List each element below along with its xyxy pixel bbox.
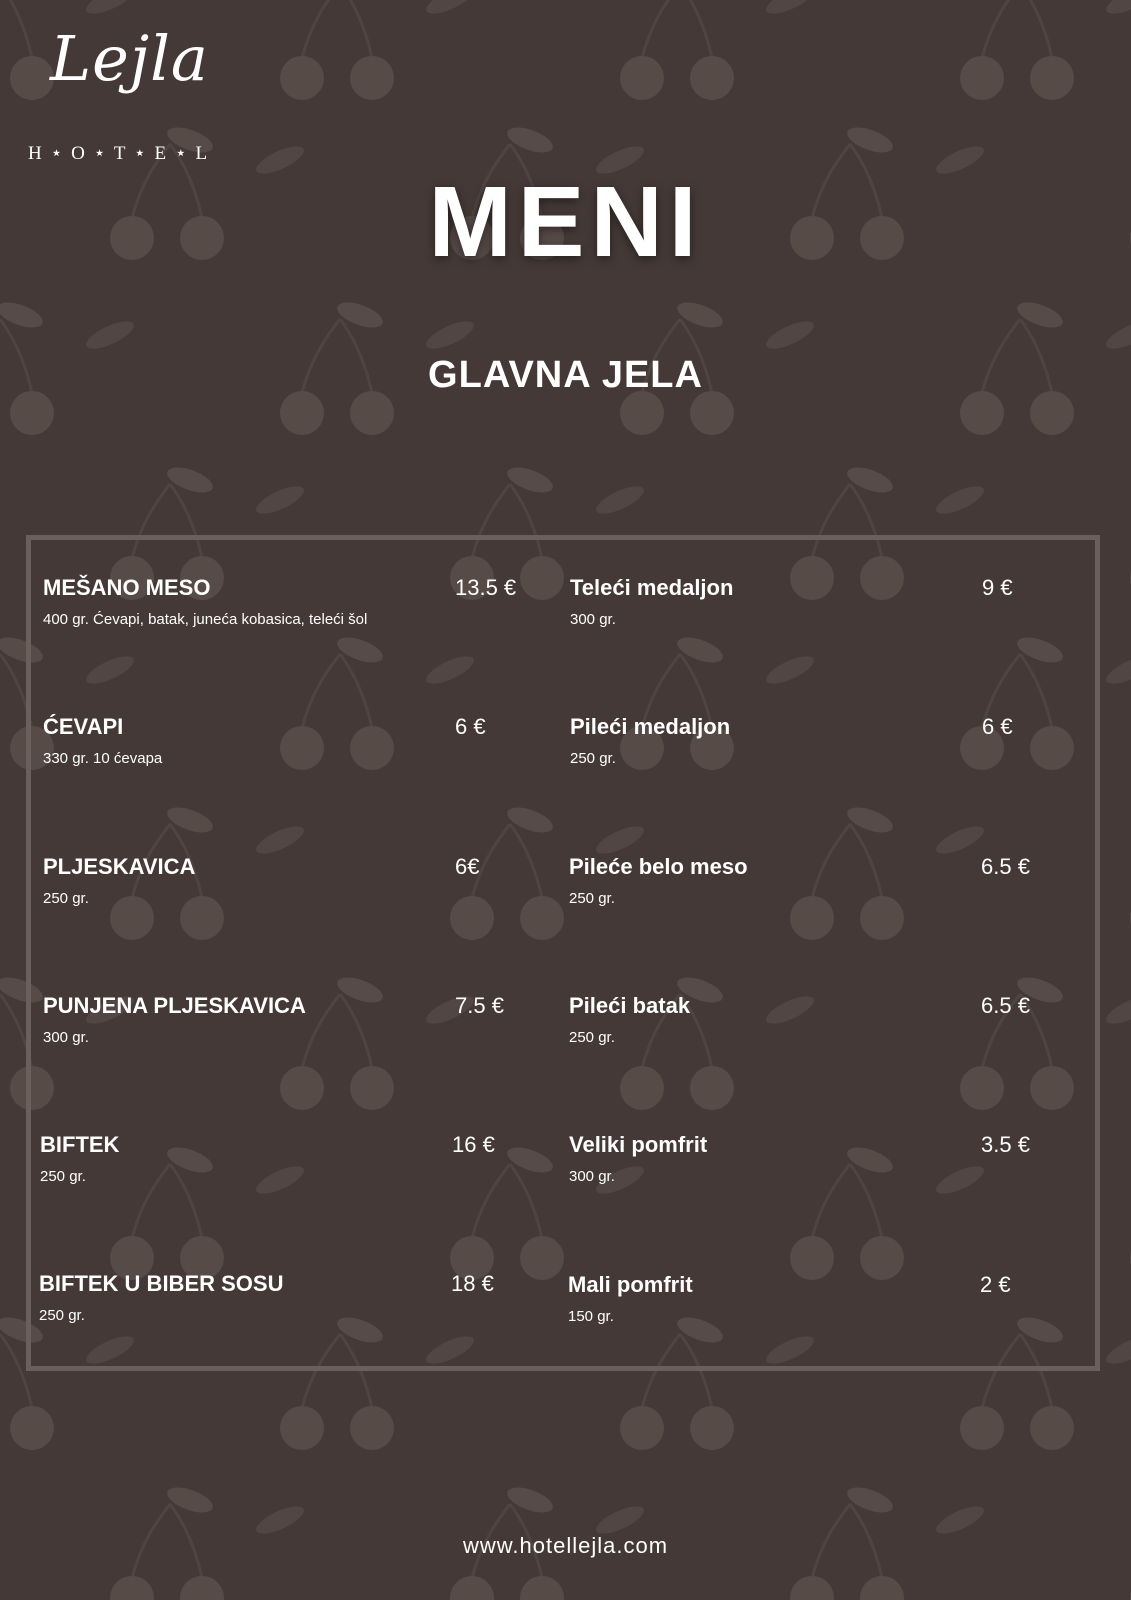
menu-item-name: Pileći medaljon xyxy=(570,714,731,739)
leaf-icon xyxy=(593,481,648,519)
leaf-icon xyxy=(423,0,478,19)
menu-item-description: 400 gr. Ćevapi, batak, juneća kobasica, teleći šol xyxy=(43,611,368,628)
menu-item-price: 6 € xyxy=(455,714,486,739)
menu-item-price: 6.5 € xyxy=(981,993,1030,1018)
menu-item-price: 9 € xyxy=(982,575,1013,600)
menu-item-price: 16 € xyxy=(452,1132,495,1157)
leaf-icon xyxy=(763,316,818,354)
website-link[interactable]: www.hotellejla.com xyxy=(462,1533,669,1558)
menu-item-price: 7.5 € xyxy=(455,993,504,1018)
cherry-icon xyxy=(960,0,1074,100)
menu-item-price: 2 € xyxy=(980,1272,1011,1297)
menu-item-price: 18 € xyxy=(451,1271,494,1296)
menu-item-description: 250 gr. xyxy=(569,890,615,907)
cherry-icon xyxy=(620,0,734,100)
menu-item-description: 300 gr. xyxy=(43,1029,89,1046)
menu-item-name: MEŠANO MESO xyxy=(43,575,211,600)
menu-item-price: 13.5 € xyxy=(455,575,517,600)
section-title: GLAVNA JELA xyxy=(428,354,703,396)
logo-hotel-text: H ⋆ O ⋆ T ⋆ E ⋆ L xyxy=(28,143,210,164)
leaf-icon xyxy=(83,0,138,19)
menu-item-name: Pileći batak xyxy=(569,993,691,1018)
hotel-logo xyxy=(28,22,228,167)
menu-item-name: PUNJENA PLJESKAVICA xyxy=(43,993,306,1018)
menu-item-name: Veliki pomfrit xyxy=(569,1132,708,1157)
leaf-icon xyxy=(1103,316,1131,354)
menu-item-description: 300 gr. xyxy=(569,1168,615,1185)
menu-item-description: 330 gr. 10 ćevapa xyxy=(43,750,163,767)
menu-item-name: BIFTEK xyxy=(40,1132,120,1157)
menu-item-description: 300 gr. xyxy=(570,611,616,628)
leaf-icon xyxy=(1103,651,1131,689)
logo-script-text: Lejla xyxy=(50,22,209,95)
menu-item-price: 3.5 € xyxy=(981,1132,1030,1157)
menu-item-name: BIFTEK U BIBER SOSU xyxy=(39,1271,284,1296)
leaf-icon xyxy=(1103,991,1131,1029)
leaf-icon xyxy=(253,481,308,519)
menu-item-description: 250 gr. xyxy=(40,1168,86,1185)
menu-item-price: 6 € xyxy=(982,714,1013,739)
menu-item-name: Mali pomfrit xyxy=(568,1272,693,1297)
menu-item-description: 150 gr. xyxy=(568,1308,614,1325)
page-title: MENI xyxy=(428,166,703,278)
menu-item-description: 250 gr. xyxy=(570,750,616,767)
menu-item-name: Teleći medaljon xyxy=(570,575,734,600)
menu-box xyxy=(26,535,1100,1371)
menu-item-price: 6.5 € xyxy=(981,854,1030,879)
menu-item-description: 250 gr. xyxy=(43,890,89,907)
menu-item-name: ĆEVAPI xyxy=(43,714,124,739)
leaf-icon xyxy=(1103,0,1131,19)
menu-item-description: 250 gr. xyxy=(569,1029,615,1046)
cherry-icon xyxy=(280,0,394,100)
menu-item-name: Pileće belo meso xyxy=(569,854,748,879)
leaf-icon xyxy=(763,0,818,19)
leaf-icon xyxy=(933,481,988,519)
leaf-icon xyxy=(423,316,478,354)
leaf-icon xyxy=(1103,1331,1131,1369)
menu-item-name: PLJESKAVICA xyxy=(43,854,196,879)
menu-item-price: 6€ xyxy=(455,854,480,879)
menu-item-description: 250 gr. xyxy=(39,1307,85,1324)
leaf-icon xyxy=(83,316,138,354)
